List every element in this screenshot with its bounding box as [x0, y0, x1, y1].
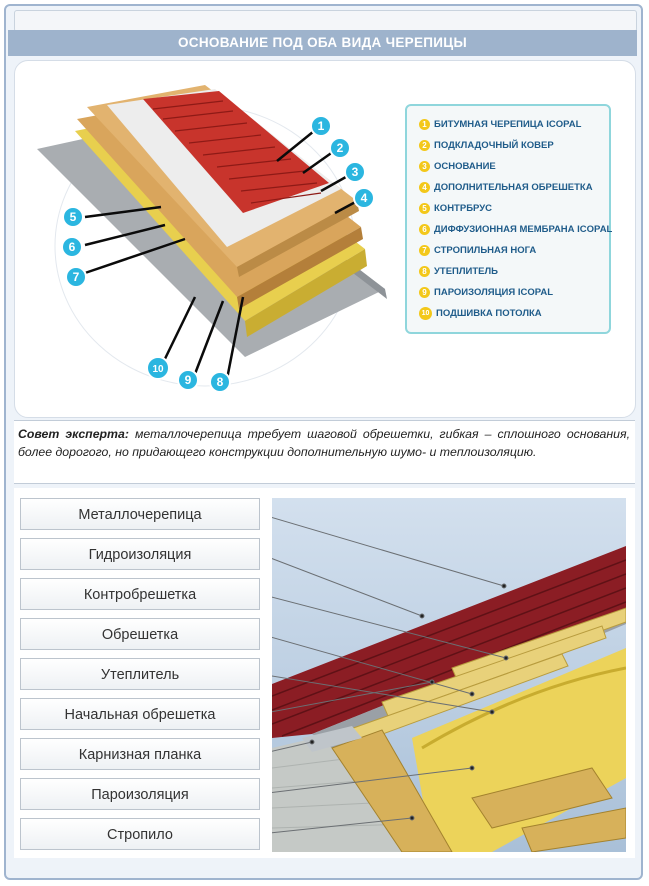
layer-label-box: Карнизная планка: [20, 738, 260, 770]
callout-9-label: 9: [184, 373, 192, 387]
callout-3-label: 3: [351, 165, 359, 179]
legend-item: [419, 116, 581, 132]
layer-label-box: Металлочерепица: [20, 498, 260, 530]
legend-item: [419, 179, 593, 195]
legend-label: БИТУМНАЯ ЧЕРЕПИЦА ICOPAL: [434, 118, 582, 130]
legend-label: ОСНОВАНИЕ: [434, 160, 496, 172]
legend-label: КОНТРБРУС: [434, 202, 492, 214]
top-bar: [14, 10, 637, 32]
expert-tip: [14, 420, 635, 484]
legend-item: [419, 284, 553, 300]
layer-legend: [405, 104, 611, 334]
callout-1-label: 1: [317, 119, 325, 133]
legend-item: [419, 221, 612, 237]
expert-tip-lead: Совет эксперта:: [18, 427, 129, 441]
legend-label: ДИФФУЗИОННАЯ МЕМБРАНА ICOPAL: [434, 223, 613, 235]
layer-label-box: Обрешетка: [20, 618, 260, 650]
legend-num: 7: [419, 245, 430, 256]
legend-item: [419, 200, 492, 216]
expert-tip-text: [18, 425, 630, 461]
layer-label-box: Гидроизоляция: [20, 538, 260, 570]
legend-num: 6: [419, 224, 430, 235]
legend-label: УТЕПЛИТЕЛЬ: [434, 265, 499, 277]
legend-item: [419, 305, 542, 321]
legend-label: ДОПОЛНИТЕЛЬНАЯ ОБРЕШЕТКА: [434, 181, 593, 193]
layer-label-box: Начальная обрешетка: [20, 698, 260, 730]
callout-10-label: 10: [152, 364, 164, 375]
legend-num: 3: [419, 161, 430, 172]
legend-item: [419, 158, 496, 174]
legend-num: 10: [419, 307, 432, 320]
callout-5-label: 5: [69, 210, 77, 224]
callout-4-label: 4: [360, 191, 368, 205]
legend-num: 5: [419, 203, 430, 214]
layer-label-box: Контробрешетка: [20, 578, 260, 610]
legend-label: СТРОПИЛЬНАЯ НОГА: [434, 244, 537, 256]
legend-label: ПОДШИВКА ПОТОЛКА: [436, 307, 542, 319]
legend-num: 9: [419, 287, 430, 298]
callout-6-label: 6: [68, 240, 76, 254]
legend-num: 2: [419, 140, 430, 151]
layer-label-box: Утеплитель: [20, 658, 260, 690]
legend-num: 8: [419, 266, 430, 277]
legend-num: 4: [419, 182, 430, 193]
expert-tip-body: металлочерепица требует шаговой обрешетки, гибкая – сплошного основания, более дорогого, но придающего конструкции дополнительную шумо- и теплоизоляцию.: [18, 427, 630, 459]
legend-item: [419, 242, 536, 258]
metal-roof-illustration: [272, 498, 626, 852]
callout-8-label: 8: [216, 375, 224, 389]
callout-7-label: 7: [72, 270, 80, 284]
callout-2-label: 2: [336, 141, 344, 155]
bottom-edge: [14, 862, 635, 868]
layer-label-box: Стропило: [20, 818, 260, 850]
legend-item: [419, 263, 498, 279]
legend-label: ПОДКЛАДОЧНЫЙ КОВЕР: [434, 139, 554, 151]
page-title: ОСНОВАНИЕ ПОД ОБА ВИДА ЧЕРЕПИЦЫ: [8, 30, 637, 56]
metal-roof-diagram-panel: [14, 488, 635, 858]
layer-label-box: Пароизоляция: [20, 778, 260, 810]
legend-item: [419, 137, 554, 153]
legend-num: 1: [419, 119, 430, 130]
legend-label: ПАРОИЗОЛЯЦИЯ ICOPAL: [434, 286, 554, 298]
